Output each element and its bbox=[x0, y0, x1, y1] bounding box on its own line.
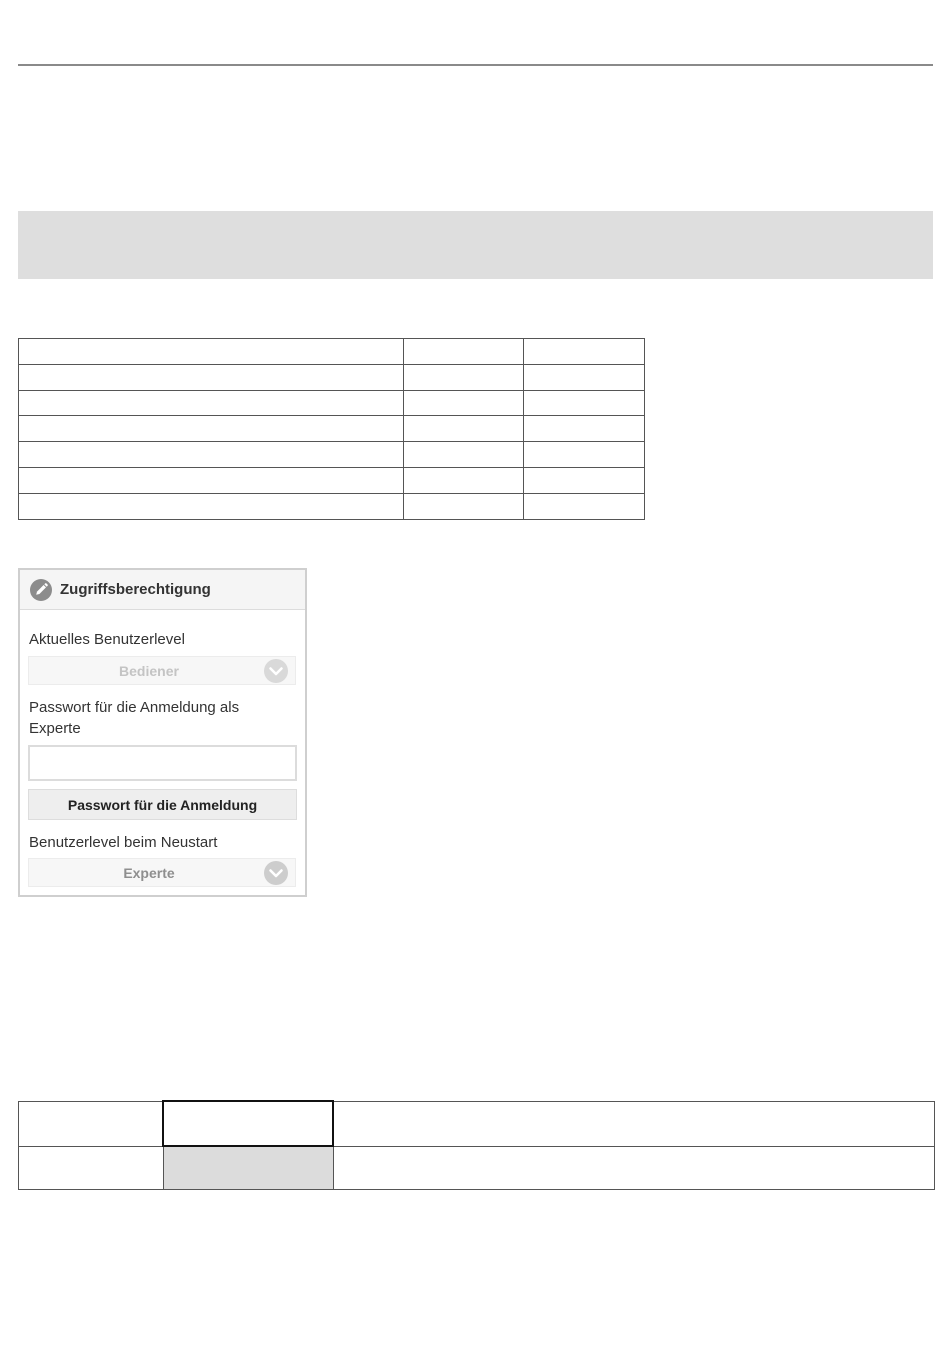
panel-header bbox=[20, 570, 305, 610]
access-rights-panel bbox=[18, 568, 307, 897]
table-cell bbox=[404, 442, 524, 468]
current-level-label: Aktuelles Benutzerlevel bbox=[29, 631, 185, 648]
table-cell bbox=[404, 364, 524, 390]
table-cell bbox=[19, 364, 404, 390]
table-cell bbox=[404, 390, 524, 416]
table-cell bbox=[404, 339, 524, 365]
table-cell bbox=[404, 416, 524, 442]
table-row bbox=[19, 1146, 935, 1190]
table-cell bbox=[19, 390, 404, 416]
legend-table bbox=[18, 1100, 935, 1190]
table-cell bbox=[524, 416, 645, 442]
table-cell bbox=[19, 1101, 164, 1146]
outlined-swatch-cell bbox=[163, 1101, 333, 1146]
table-cell bbox=[524, 364, 645, 390]
grey-banner bbox=[18, 211, 933, 279]
table-row bbox=[19, 493, 645, 519]
login-button[interactable]: Passwort für die Anmeldung bbox=[28, 789, 297, 820]
table-cell bbox=[19, 442, 404, 468]
table-row bbox=[19, 1101, 935, 1146]
table-row bbox=[19, 467, 645, 493]
table-row bbox=[19, 339, 645, 365]
table-row bbox=[19, 442, 645, 468]
restart-level-label: Benutzerlevel beim Neustart bbox=[29, 834, 218, 851]
current-level-select[interactable] bbox=[28, 656, 296, 685]
table-cell bbox=[404, 493, 524, 519]
top-divider bbox=[18, 64, 933, 66]
table-cell bbox=[524, 493, 645, 519]
chevron-down-icon bbox=[264, 659, 288, 683]
table-cell bbox=[524, 442, 645, 468]
restart-level-value: Experte bbox=[123, 865, 175, 881]
table-cell bbox=[404, 467, 524, 493]
chevron-down-icon bbox=[264, 861, 288, 885]
panel-title: Zugriffsberechtigung bbox=[60, 581, 211, 598]
table-cell bbox=[19, 493, 404, 519]
restart-level-select[interactable] bbox=[28, 858, 296, 887]
table-cell bbox=[19, 339, 404, 365]
password-label: Passwort für die Anmeldung als Experte bbox=[29, 699, 240, 737]
table-cell bbox=[19, 1146, 164, 1190]
current-level-value: Bediener bbox=[119, 663, 179, 679]
table-cell bbox=[524, 390, 645, 416]
table-cell bbox=[333, 1146, 935, 1190]
table-cell bbox=[524, 339, 645, 365]
table-cell bbox=[19, 467, 404, 493]
empty-table bbox=[18, 338, 645, 520]
table-row bbox=[19, 390, 645, 416]
pencil-icon bbox=[30, 579, 52, 601]
password-input[interactable] bbox=[28, 745, 297, 781]
table-cell bbox=[524, 467, 645, 493]
table-row bbox=[19, 364, 645, 390]
shaded-swatch-cell bbox=[163, 1146, 333, 1190]
table-row bbox=[19, 416, 645, 442]
table-cell bbox=[19, 416, 404, 442]
table-cell bbox=[333, 1101, 935, 1146]
